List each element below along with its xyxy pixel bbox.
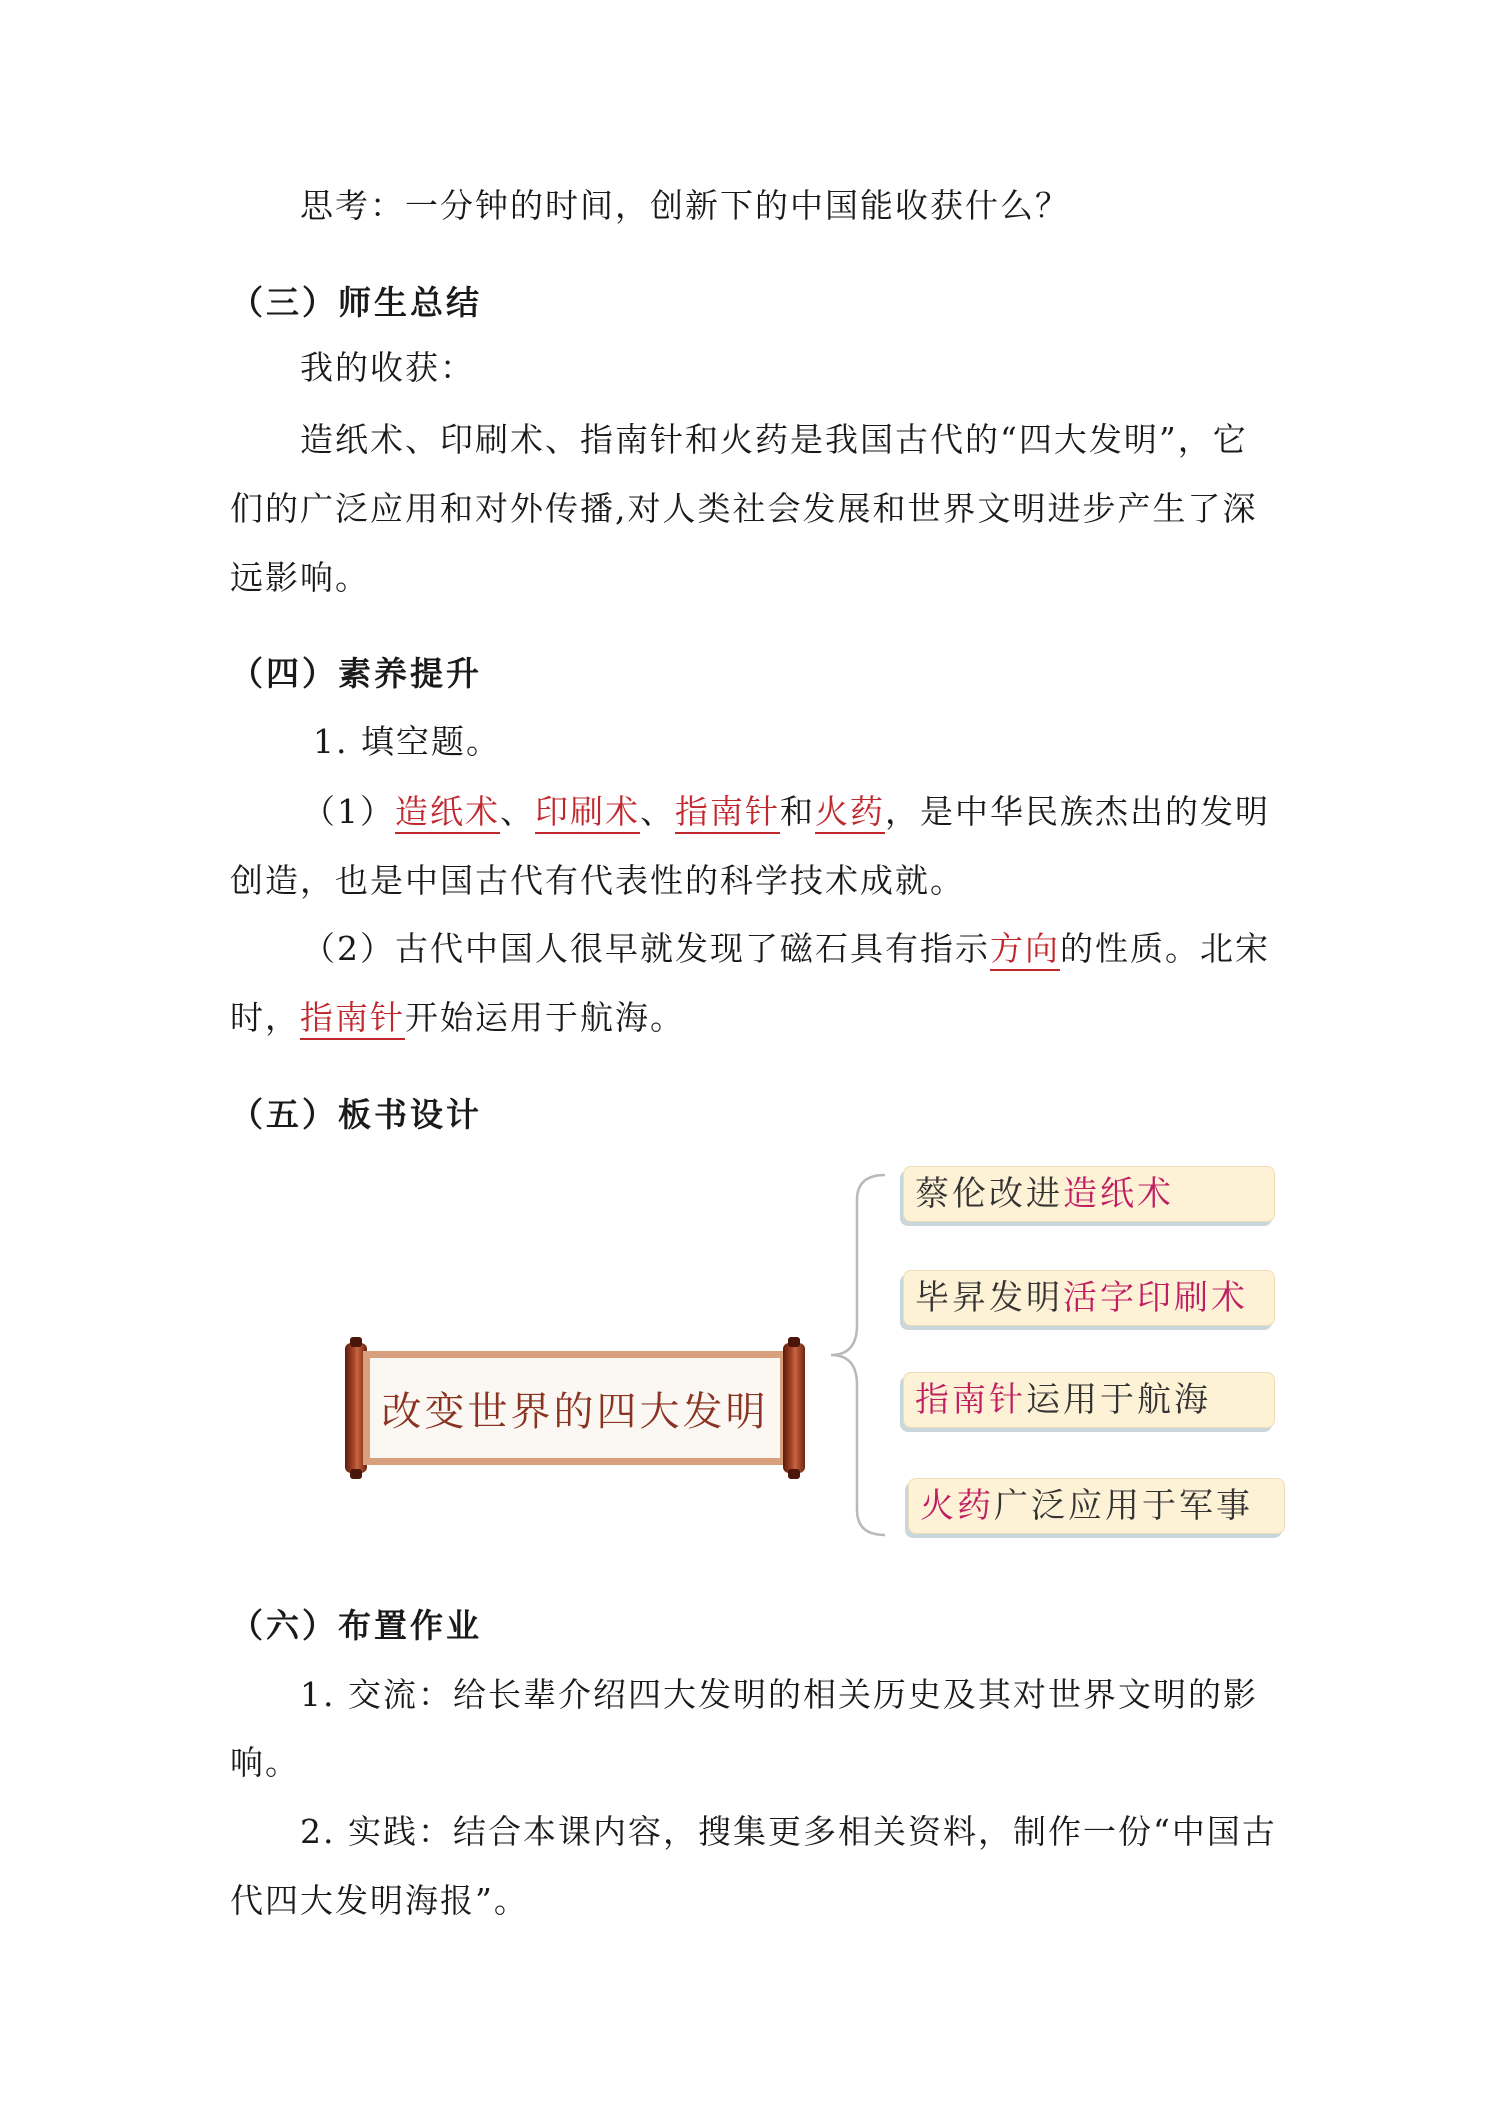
q1-blank-1: 造纸术 <box>395 792 500 834</box>
card-4-post: 广泛应用于军事 <box>994 1486 1253 1526</box>
card-1-pre: 蔡伦改进 <box>915 1174 1063 1214</box>
question-2 <box>302 927 1270 971</box>
board-card-1 <box>903 1166 1275 1222</box>
scroll-roller-right <box>783 1343 805 1473</box>
q1-blank-3: 指南针 <box>675 792 780 834</box>
section5-heading: （五）板书设计 <box>230 1095 482 1134</box>
card-3-post: 运用于航海 <box>1026 1380 1211 1420</box>
question-2-line-2 <box>230 996 685 1040</box>
homework-1-line-2: 响。 <box>230 1743 300 1782</box>
q1-suffix: ，是中华民族杰出的发明 <box>885 792 1270 831</box>
q2-blank-2: 指南针 <box>300 998 405 1040</box>
board-card-4 <box>908 1478 1285 1534</box>
board-scroll <box>345 1343 805 1473</box>
summary-line-2: 们的广泛应用和对外传播,对人类社会发展和世界文明进步产生了深 <box>230 489 1258 528</box>
card-3-em: 指南针 <box>915 1380 1026 1420</box>
q2-line2-suffix: 开始运用于航海。 <box>405 998 685 1037</box>
homework-2-line-2: 代四大发明海报”。 <box>230 1881 529 1920</box>
q1-sep-2: 、 <box>640 792 675 831</box>
card-2-em: 活字印刷术 <box>1063 1278 1248 1318</box>
q1-sep-1: 、 <box>500 792 535 831</box>
scroll-paper <box>363 1351 787 1465</box>
homework-2-line-1: 2. 实践：结合本课内容，搜集更多相关资料，制作一份“中国古 <box>300 1812 1277 1851</box>
board-card-2 <box>903 1270 1275 1326</box>
fill-blank-title: 1. 填空题。 <box>313 722 501 761</box>
card-1-em: 造纸术 <box>1063 1174 1174 1214</box>
q2-blank-1: 方向 <box>990 929 1060 971</box>
section3-heading: （三）师生总结 <box>230 283 482 322</box>
card-4-em: 火药 <box>920 1486 994 1526</box>
section6-heading: （六）布置作业 <box>230 1606 482 1645</box>
q1-blank-4: 火药 <box>815 792 885 834</box>
q1-prefix: （1） <box>302 792 395 831</box>
question-1 <box>302 790 1270 834</box>
q2-line2-prefix: 时， <box>230 998 300 1037</box>
section4-heading: （四）素养提升 <box>230 654 482 693</box>
board-brace <box>825 1170 895 1540</box>
scroll-title: 改变世界的四大发明 <box>370 1358 780 1458</box>
q1-blank-2: 印刷术 <box>535 792 640 834</box>
q2-prefix: （2）古代中国人很早就发现了磁石具有指示 <box>302 929 990 968</box>
q1-sep-3: 和 <box>780 792 815 831</box>
think-line: 思考：一分钟的时间，创新下的中国能收获什么？ <box>300 186 1070 225</box>
question-1-line-2: 创造，也是中国古代有代表性的科学技术成就。 <box>230 861 965 900</box>
harvest-label: 我的收获： <box>300 348 475 387</box>
card-2-pre: 毕昇发明 <box>915 1278 1063 1318</box>
summary-line-1: 造纸术、印刷术、指南针和火药是我国古代的“四大发明”，它 <box>300 420 1248 459</box>
q2-suffix: 的性质。北宋 <box>1060 929 1270 968</box>
homework-1-line-1: 1. 交流：给长辈介绍四大发明的相关历史及其对世界文明的影 <box>300 1675 1258 1714</box>
board-card-3 <box>903 1372 1275 1428</box>
summary-line-3: 远影响。 <box>230 558 370 597</box>
